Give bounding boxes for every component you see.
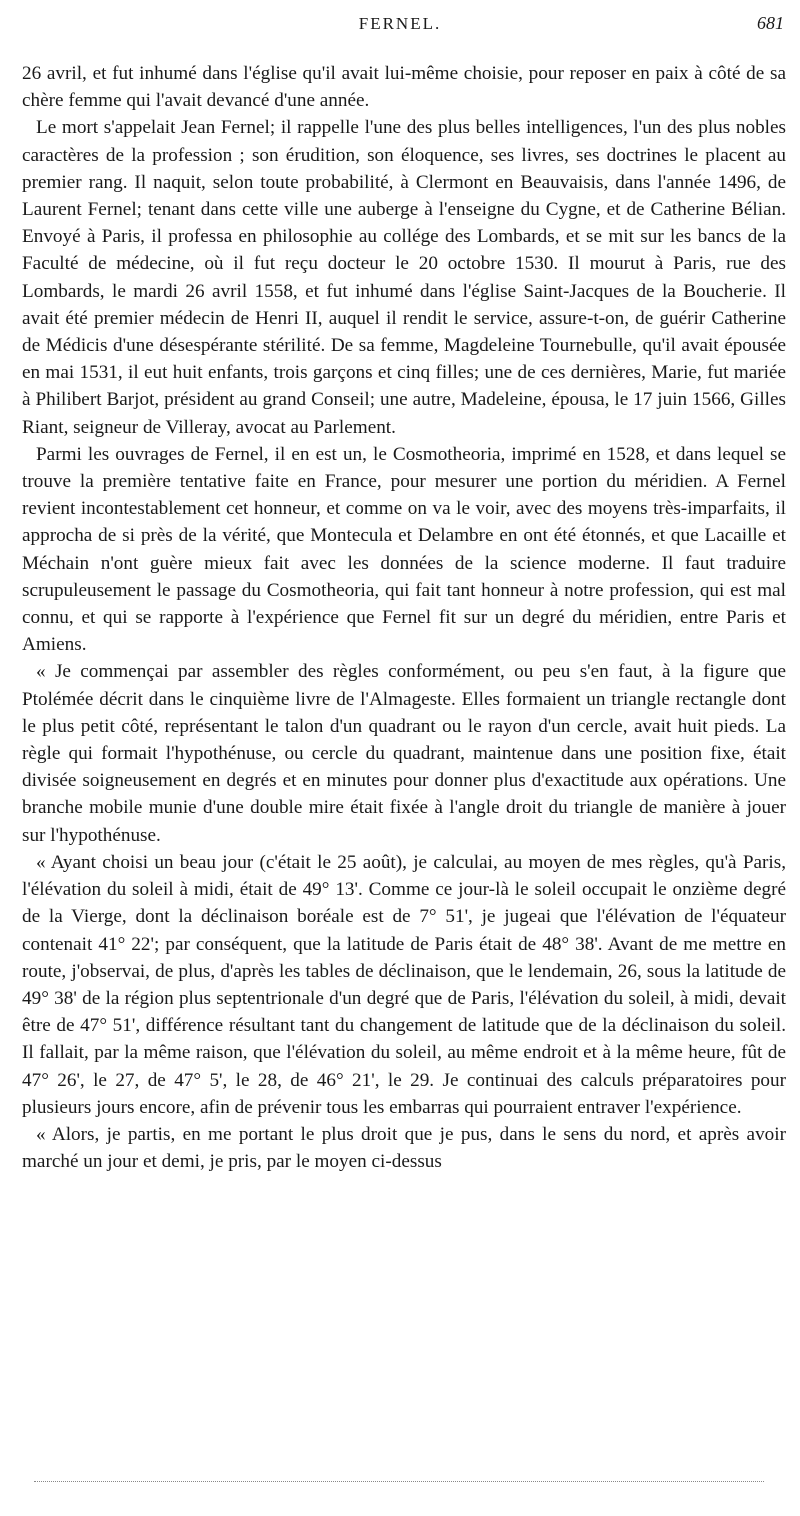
paragraph: « Ayant choisi un beau jour (c'était le 25 août), je calculai, au moyen de mes règles, qu'à Paris, l'élévation du soleil à midi, était de 49° 13'. Comme ce jour-là le soleil occupait le onzième degré de la Vierge, dont la déclinaison boréale est de 7° 51', je jugeai que l'élévation de l'équateur contenait 41° 22'; par conséquent, que la latitude de Paris était de 48° 38'. Avant de me mettre en route, j'observai, de plus, d'après les tables de déclinaison, que le lendemain, 26, sous la latitude de 49° 38' de la région plus septentrionale d'un degré que de Paris, l'élévation du soleil, à midi, devait être de 47° 51', différence résultant tant du changement de latitude que de la déclinaison du soleil. Il fallait, par la même raison, que l'élévation du soleil, au même endroit et à la même heure, fût de 47° 26', le 27, de 47° 5', le 28, de 46° 21', le 29. Je continuai des calculs préparatoires pour plusieurs jours encore, afin de prévenir tous les embarras qui pourraient entraver l'expérience. [22, 851, 786, 1118]
paragraph: « Alors, je partis, en me portant le plus droit que je pus, dans le sens du nord, et après avoir marché un jour et demi, je pris, par le moyen ci-dessus [22, 1123, 786, 1173]
footer-rule [34, 1481, 764, 1482]
paragraph: Parmi les ouvrages de Fernel, il en est un, le Cosmotheoria, imprimé en 1528, et dans lequel se trouve la première tentative faite en France, pour mesurer une portion du méridien. A Fernel revient incontestablement cet honneur, et comme on va le voir, avec des moyens très-imparfaits, il approcha de si près de la vérité, que Montecula et Delambre en ont été étonnés, et que Lacaille et Méchain n'ont guère mieux fait avec les données de la science moderne. Il faut traduire scrupuleusement le passage du Cosmotheoria, qui fait tant honneur à notre profession, qui est mal connu, et qui se rapporte à l'expérience que Fernel fit sur un degré du méridien, entre Paris et Amiens. [22, 443, 786, 656]
text-body [22, 60, 786, 1175]
paragraph: « Je commençai par assembler des règles conformément, ou peu s'en faut, à la figure que Ptolémée décrit dans le cinquième livre de l'Almageste. Elles formaient un triangle rectangle dont le plus petit côté, représentant le talon d'un quadrant ou le rayon d'un cercle, avait huit pieds. La règle qui formait l'hypothénuse, ou cercle du quadrant, maintenue dans une position fixe, était divisée soigneusement en degrés et en minutes pour donner plus d'exactitude aux opérations. Une branche mobile munie d'une double mire était fixée à l'angle droit du triangle de manière à jouer sur l'hypothénuse. [22, 661, 786, 846]
paragraph: 26 avril, et fut inhumé dans l'église qu'il avait lui-même choisie, pour reposer en paix à côté de sa chère femme qui l'avait devancé d'une année. [22, 63, 786, 112]
page-header [0, 8, 800, 38]
page-number: 681 [757, 13, 784, 33]
paragraph: Le mort s'appelait Jean Fernel; il rappelle l'une des plus belles intelligences, l'un des plus nobles caractères de la profession ; son érudition, son éloquence, ses livres, ses doctrines le placent au premier rang. Il naquit, selon toute probabilité, à Clermont en Beauvaisis, dans l'année 1496, de Laurent Fernel; tenant dans cette ville une auberge à l'enseigne du Cygne, et de Catherine Bélian. Envoyé à Paris, il professa en philosophie au collége des Lombards, et se mit sur les bancs de la Faculté de médecine, où il fut reçu docteur le 20 octobre 1530. Il mourut à Paris, rue des Lombards, le mardi 26 avril 1558, et fut inhumé dans l'église Saint-Jacques de la Boucherie. Il avait été premier médecin de Henri II, auquel il rendit le service, assure-t-on, de guérir Catherine de Médicis d'une désespérante stérilité. De sa femme, Magdeleine Tournebulle, qu'il avait épousée en mai 1531, il eut huit enfants, trois garçons et cinq filles; une de ces dernières, Marie, fut mariée à Philibert Barjot, président au grand Conseil; une autre, Madeleine, épousa, le 17 juin 1566, Gilles Riant, seigneur de Villeray, avocat au Parlement. [22, 117, 786, 438]
running-title: FERNEL. [358, 14, 442, 33]
